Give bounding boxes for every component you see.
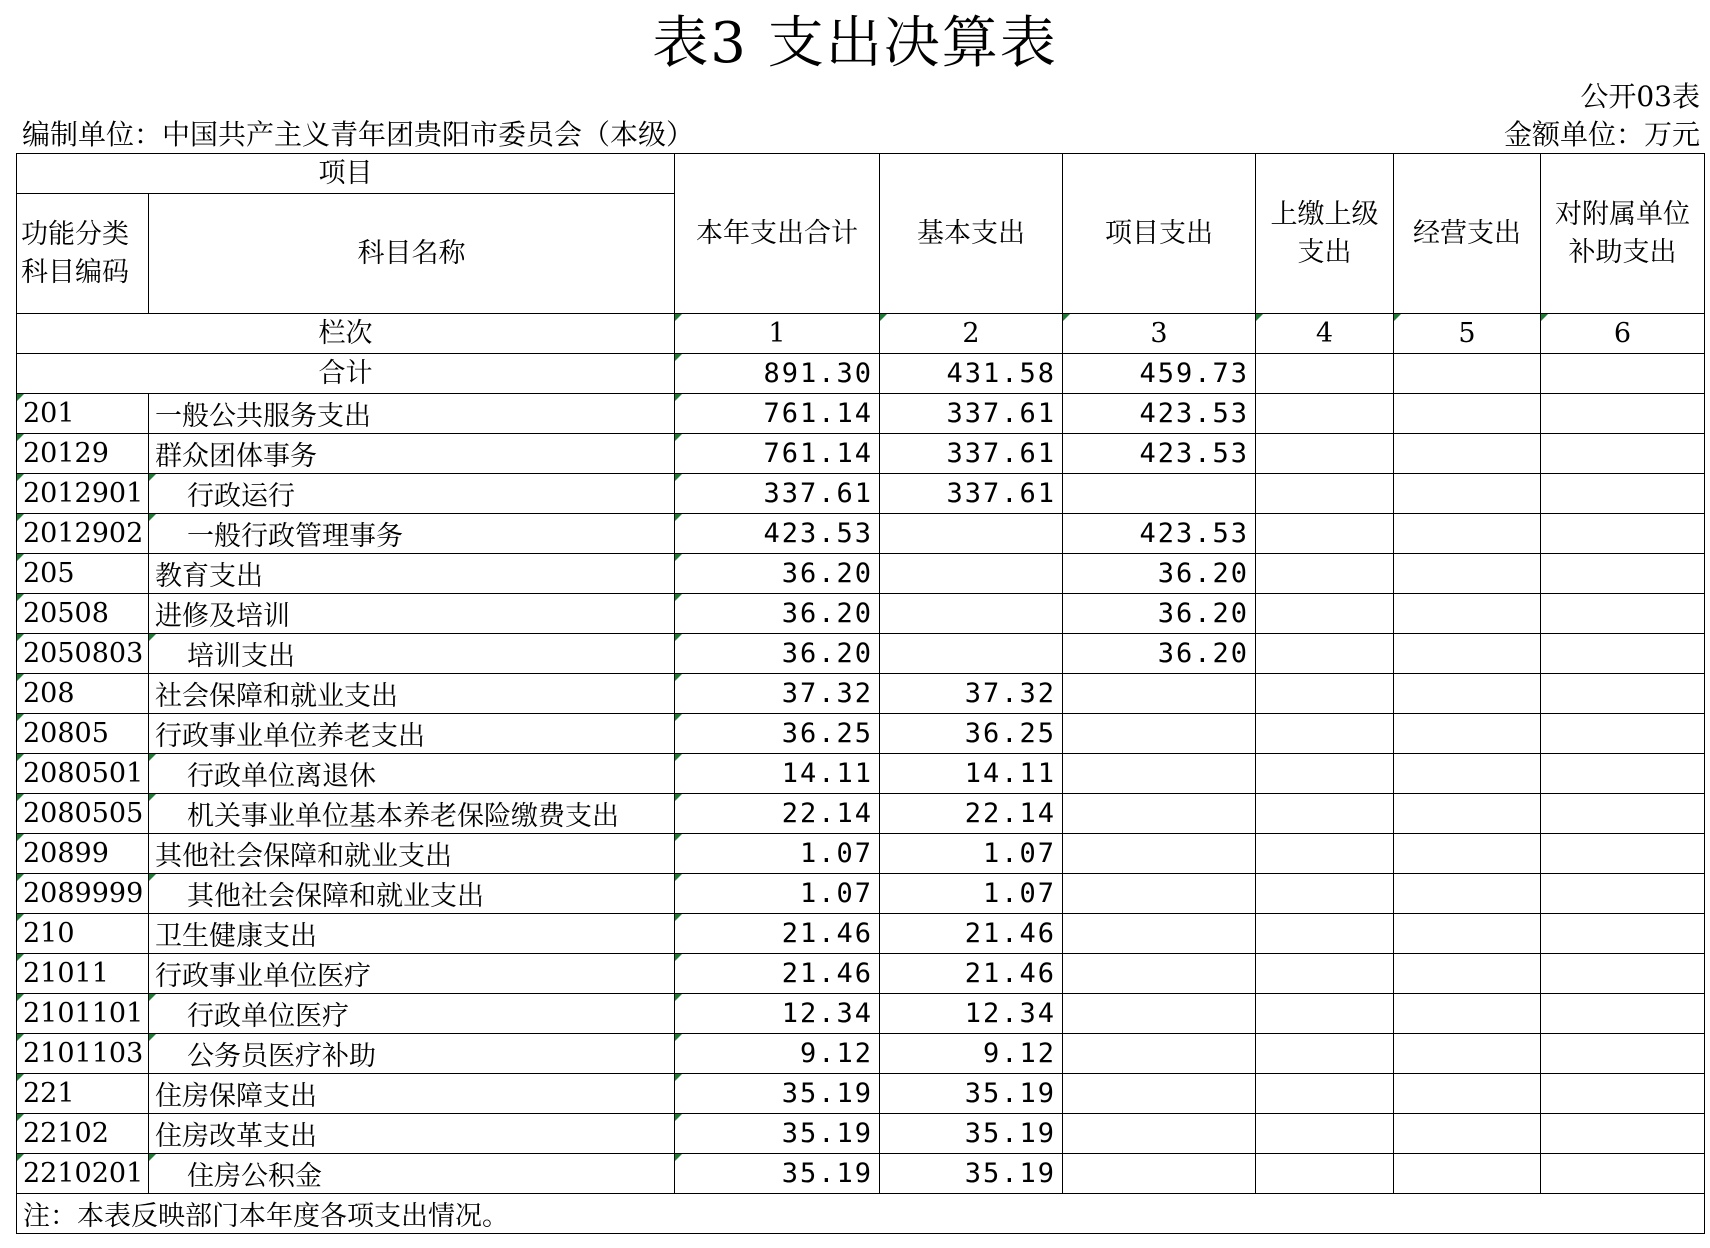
- amount-cell: [1063, 954, 1256, 994]
- amount-cell: [1063, 794, 1256, 834]
- subject-code-cell: 2080501: [17, 754, 149, 794]
- amount-cell: [1394, 794, 1541, 834]
- subject-code-cell: 20129: [17, 434, 149, 474]
- table-row: [17, 634, 1705, 674]
- subject-code-cell: 208: [17, 674, 149, 714]
- table-row: [17, 874, 1705, 914]
- amount-cell: [1541, 1154, 1705, 1194]
- table-row: [17, 594, 1705, 634]
- amount-cell: [1063, 874, 1256, 914]
- table-row: [17, 1034, 1705, 1074]
- column-number-row: [17, 314, 1705, 354]
- amount-cell: [1541, 834, 1705, 874]
- amount-cell: [1394, 1034, 1541, 1074]
- amount-cell: 35.19: [675, 1114, 880, 1154]
- amount-cell: 36.25: [675, 714, 880, 754]
- header-total: 本年支出合计: [675, 154, 880, 314]
- amount-cell: 14.11: [675, 754, 880, 794]
- amount-cell: [1541, 394, 1705, 434]
- subject-code-cell: 20899: [17, 834, 149, 874]
- amount-cell: [1394, 714, 1541, 754]
- amount-cell: [1541, 954, 1705, 994]
- amount-unit: 金额单位：万元: [1503, 118, 1700, 151]
- subject-code-cell: 20805: [17, 714, 149, 754]
- subject-code-cell: 2012901: [17, 474, 149, 514]
- amount-cell: [1541, 594, 1705, 634]
- amount-cell: [1256, 594, 1394, 634]
- form-number: 公开03表: [1580, 80, 1700, 113]
- amount-cell: 36.20: [1063, 554, 1256, 594]
- amount-cell: [880, 554, 1063, 594]
- amount-cell: 36.20: [675, 634, 880, 674]
- subject-code-cell: 2089999: [17, 874, 149, 914]
- header-upper-line2: 支出: [1297, 236, 1352, 268]
- header-subsidy-line1: 对附属单位: [1555, 198, 1690, 230]
- amount-cell: [1541, 554, 1705, 594]
- subject-name-cell: 一般公共服务支出: [149, 394, 675, 434]
- subject-name-cell: 机关事业单位基本养老保险缴费支出: [149, 794, 675, 834]
- header-subsidy-line2: 补助支出: [1568, 236, 1677, 268]
- amount-cell: [880, 514, 1063, 554]
- amount-cell: [1256, 674, 1394, 714]
- amount-cell: [1063, 1034, 1256, 1074]
- amount-cell: [1394, 474, 1541, 514]
- amount-cell: 423.53: [1063, 434, 1256, 474]
- amount-cell: [1063, 1114, 1256, 1154]
- amount-cell: [1063, 714, 1256, 754]
- table-note: 注：本表反映部门本年度各项支出情况。: [17, 1194, 1705, 1234]
- amount-cell: [1256, 914, 1394, 954]
- table-row: [17, 674, 1705, 714]
- amount-cell: [1063, 994, 1256, 1034]
- amount-cell: 423.53: [1063, 394, 1256, 434]
- total-label: 合计: [17, 354, 675, 394]
- subject-name-cell: 行政事业单位养老支出: [149, 714, 675, 754]
- subject-name-cell: 行政单位医疗: [149, 994, 675, 1034]
- amount-cell: 36.20: [1063, 594, 1256, 634]
- amount-cell: [1256, 634, 1394, 674]
- header-business: 经营支出: [1394, 154, 1541, 314]
- amount-cell: [1541, 914, 1705, 954]
- total-value-cell: 459.73: [1063, 354, 1256, 394]
- amount-cell: [1394, 594, 1541, 634]
- subject-name-cell: 其他社会保障和就业支出: [149, 834, 675, 874]
- amount-cell: 423.53: [675, 514, 880, 554]
- amount-cell: [1256, 554, 1394, 594]
- amount-cell: [1256, 514, 1394, 554]
- amount-cell: [1541, 434, 1705, 474]
- table-row: [17, 754, 1705, 794]
- subject-code-cell: 210: [17, 914, 149, 954]
- amount-cell: [1541, 994, 1705, 1034]
- amount-cell: 9.12: [880, 1034, 1063, 1074]
- column-number-cell: 4: [1256, 314, 1394, 354]
- amount-cell: [1394, 1154, 1541, 1194]
- header-code-line1: 功能分类: [21, 218, 129, 250]
- expenditure-table: [16, 153, 1705, 1234]
- subject-name-cell: 住房保障支出: [149, 1074, 675, 1114]
- amount-cell: 14.11: [880, 754, 1063, 794]
- amount-cell: [1394, 394, 1541, 434]
- note-row: [17, 1194, 1705, 1234]
- subject-code-cell: 21011: [17, 954, 149, 994]
- amount-cell: 35.19: [675, 1074, 880, 1114]
- subject-name-cell: 社会保障和就业支出: [149, 674, 675, 714]
- table-row: [17, 914, 1705, 954]
- subject-code-cell: 2012902: [17, 514, 149, 554]
- amount-cell: 22.14: [880, 794, 1063, 834]
- amount-cell: [1256, 994, 1394, 1034]
- column-number-cell: 1: [675, 314, 880, 354]
- amount-cell: 337.61: [880, 394, 1063, 434]
- table-row: [17, 794, 1705, 834]
- amount-cell: 35.19: [880, 1114, 1063, 1154]
- amount-cell: [1541, 634, 1705, 674]
- header-project: 项目: [17, 154, 675, 194]
- subject-code-cell: 221: [17, 1074, 149, 1114]
- amount-cell: 9.12: [675, 1034, 880, 1074]
- amount-cell: [1394, 434, 1541, 474]
- amount-cell: 337.61: [880, 434, 1063, 474]
- table-row: [17, 1114, 1705, 1154]
- amount-cell: 761.14: [675, 434, 880, 474]
- amount-cell: [1063, 474, 1256, 514]
- table-row: [17, 514, 1705, 554]
- amount-cell: [1541, 874, 1705, 914]
- amount-cell: [1394, 914, 1541, 954]
- amount-cell: [880, 634, 1063, 674]
- amount-cell: [1256, 1154, 1394, 1194]
- amount-cell: [1541, 674, 1705, 714]
- amount-cell: [1256, 754, 1394, 794]
- amount-cell: [1541, 754, 1705, 794]
- amount-cell: 761.14: [675, 394, 880, 434]
- amount-cell: [1256, 1114, 1394, 1154]
- amount-cell: [1541, 714, 1705, 754]
- amount-cell: [1541, 794, 1705, 834]
- amount-cell: [1394, 554, 1541, 594]
- total-value-cell: 431.58: [880, 354, 1063, 394]
- amount-cell: [1256, 834, 1394, 874]
- amount-cell: 35.19: [880, 1154, 1063, 1194]
- subject-code-cell: 2101101: [17, 994, 149, 1034]
- amount-cell: [1256, 394, 1394, 434]
- header-upper-level: [1256, 154, 1394, 314]
- amount-cell: [1394, 674, 1541, 714]
- header-project-expense: 项目支出: [1063, 154, 1256, 314]
- subject-code-cell: 201: [17, 394, 149, 434]
- amount-cell: 1.07: [880, 834, 1063, 874]
- total-value-cell: [1541, 354, 1705, 394]
- amount-cell: [1256, 714, 1394, 754]
- subject-code-cell: 20508: [17, 594, 149, 634]
- amount-cell: [1394, 834, 1541, 874]
- amount-cell: 423.53: [1063, 514, 1256, 554]
- amount-cell: 37.32: [880, 674, 1063, 714]
- header-subject-name: 科目名称: [149, 194, 675, 314]
- amount-cell: 35.19: [880, 1074, 1063, 1114]
- amount-cell: 337.61: [880, 474, 1063, 514]
- total-value-cell: 891.30: [675, 354, 880, 394]
- amount-cell: [1394, 754, 1541, 794]
- subject-name-cell: 住房公积金: [149, 1154, 675, 1194]
- subject-name-cell: 其他社会保障和就业支出: [149, 874, 675, 914]
- amount-cell: 12.34: [880, 994, 1063, 1034]
- amount-cell: [1063, 674, 1256, 714]
- amount-cell: 36.20: [675, 554, 880, 594]
- amount-cell: 35.19: [675, 1154, 880, 1194]
- subject-code-cell: 205: [17, 554, 149, 594]
- amount-cell: [1394, 1074, 1541, 1114]
- amount-cell: [1063, 754, 1256, 794]
- amount-cell: [1394, 634, 1541, 674]
- subject-code-cell: 2210201: [17, 1154, 149, 1194]
- amount-cell: [1063, 1154, 1256, 1194]
- table-row: [17, 954, 1705, 994]
- amount-cell: [1256, 874, 1394, 914]
- column-number-cell: 3: [1063, 314, 1256, 354]
- amount-cell: [1063, 914, 1256, 954]
- total-value-cell: [1256, 354, 1394, 394]
- amount-cell: 21.46: [675, 914, 880, 954]
- subject-name-cell: 进修及培训: [149, 594, 675, 634]
- subject-name-cell: 培训支出: [149, 634, 675, 674]
- subject-name-cell: 住房改革支出: [149, 1114, 675, 1154]
- amount-cell: [1541, 514, 1705, 554]
- subject-code-cell: 2080505: [17, 794, 149, 834]
- amount-cell: [1256, 434, 1394, 474]
- column-number-cell: 2: [880, 314, 1063, 354]
- column-number-label: 栏次: [17, 314, 675, 354]
- subject-name-cell: 一般行政管理事务: [149, 514, 675, 554]
- subject-code-cell: 2050803: [17, 634, 149, 674]
- amount-cell: [1394, 874, 1541, 914]
- amount-cell: [1394, 1114, 1541, 1154]
- amount-cell: [1256, 954, 1394, 994]
- column-number-cell: 5: [1394, 314, 1541, 354]
- subject-name-cell: 行政事业单位医疗: [149, 954, 675, 994]
- column-number-cell: 6: [1541, 314, 1705, 354]
- table-row: [17, 1154, 1705, 1194]
- compiling-unit: 编制单位：中国共产主义青年团贵阳市委员会（本级）: [22, 118, 695, 151]
- header-row-1: [17, 154, 1705, 194]
- header-code-line2: 科目编码: [21, 256, 129, 288]
- subject-code-cell: 2101103: [17, 1034, 149, 1074]
- subject-name-cell: 群众团体事务: [149, 434, 675, 474]
- amount-cell: [1394, 514, 1541, 554]
- amount-cell: [880, 594, 1063, 634]
- table-row: [17, 394, 1705, 434]
- table-row: [17, 714, 1705, 754]
- amount-cell: 21.46: [675, 954, 880, 994]
- subject-code-cell: 22102: [17, 1114, 149, 1154]
- amount-cell: 37.32: [675, 674, 880, 714]
- table-row: [17, 554, 1705, 594]
- total-row: [17, 354, 1705, 394]
- amount-cell: 1.07: [675, 834, 880, 874]
- amount-cell: [1541, 1034, 1705, 1074]
- amount-cell: [1256, 794, 1394, 834]
- amount-cell: 36.20: [1063, 634, 1256, 674]
- amount-cell: 1.07: [675, 874, 880, 914]
- amount-cell: [1063, 1074, 1256, 1114]
- amount-cell: 1.07: [880, 874, 1063, 914]
- table-row: [17, 994, 1705, 1034]
- amount-cell: 21.46: [880, 914, 1063, 954]
- amount-cell: [1394, 954, 1541, 994]
- subject-name-cell: 公务员医疗补助: [149, 1034, 675, 1074]
- amount-cell: [1256, 1074, 1394, 1114]
- page-title: 表3 支出决算表: [652, 11, 1058, 76]
- amount-cell: 12.34: [675, 994, 880, 1034]
- amount-cell: [1541, 1074, 1705, 1114]
- subject-name-cell: 教育支出: [149, 554, 675, 594]
- amount-cell: 337.61: [675, 474, 880, 514]
- amount-cell: [1541, 474, 1705, 514]
- table-row: [17, 434, 1705, 474]
- amount-cell: 36.25: [880, 714, 1063, 754]
- amount-cell: 36.20: [675, 594, 880, 634]
- amount-cell: [1541, 1114, 1705, 1154]
- header-upper-line1: 上缴上级: [1270, 198, 1379, 230]
- subject-name-cell: 卫生健康支出: [149, 914, 675, 954]
- table-row: [17, 1074, 1705, 1114]
- subject-name-cell: 行政单位离退休: [149, 754, 675, 794]
- amount-cell: [1063, 834, 1256, 874]
- table-row: [17, 834, 1705, 874]
- header-basic: 基本支出: [880, 154, 1063, 314]
- subject-name-cell: 行政运行: [149, 474, 675, 514]
- amount-cell: [1256, 474, 1394, 514]
- total-value-cell: [1394, 354, 1541, 394]
- amount-cell: 21.46: [880, 954, 1063, 994]
- amount-cell: [1256, 1034, 1394, 1074]
- amount-cell: [1394, 994, 1541, 1034]
- table-row: [17, 474, 1705, 514]
- header-func-code: [17, 194, 149, 314]
- amount-cell: 22.14: [675, 794, 880, 834]
- header-subsidy: [1541, 154, 1705, 314]
